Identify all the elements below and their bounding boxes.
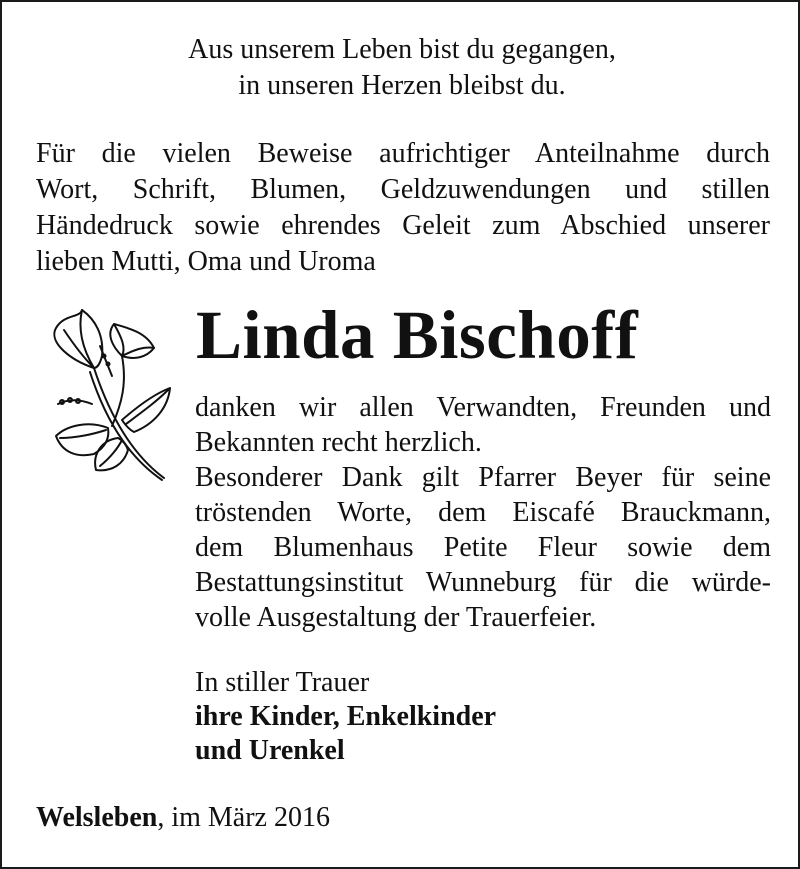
memorial-motto bbox=[2, 32, 800, 104]
thanks-line-5: dem Blumenhaus Petite Fleur sowie dem bbox=[195, 532, 771, 563]
intro-line-2: Wort, Schrift, Blumen, Geldzuwendungen und stillen bbox=[36, 174, 770, 205]
motto-line-2: in unseren Herzen bleibst du. bbox=[238, 70, 566, 101]
place-name: Welsleben bbox=[36, 802, 158, 833]
motto-line-1: Aus unserem Leben bist du gegangen, bbox=[188, 34, 616, 65]
intro-line-4: lieben Mutti, Oma und Uroma bbox=[36, 246, 376, 277]
thanks-line-1: danken wir allen Verwandten, Freunden und bbox=[195, 392, 771, 423]
thanks-line-7: volle Ausgestaltung der Trauerfeier. bbox=[195, 602, 597, 633]
thanks-text bbox=[195, 390, 771, 635]
date-text: , im März 2016 bbox=[157, 802, 330, 833]
closing-signature bbox=[195, 666, 755, 768]
mourning-phrase: In stiller Trauer bbox=[195, 667, 370, 698]
thanks-line-2: Bekannten recht herzlich. bbox=[195, 427, 482, 458]
intro-line-1: Für die vielen Beweise aufrichtiger Anteilnahme durch bbox=[36, 138, 770, 169]
family-line-2: und Urenkel bbox=[195, 735, 345, 766]
calla-lily-icon bbox=[42, 308, 172, 488]
thanks-line-3: Besonderer Dank gilt Pfarrer Beyer für seine bbox=[195, 462, 771, 493]
family-line-1: ihre Kinder, Enkelkinder bbox=[195, 701, 497, 732]
thanks-line-4: tröstenden Worte, dem Eiscafé Brauckmann, bbox=[195, 497, 771, 528]
thanks-line-6: Bestattungsinstitut Wunneburg für die würde- bbox=[195, 567, 771, 598]
place-date-line bbox=[36, 800, 736, 836]
thanks-intro bbox=[36, 136, 770, 280]
deceased-name: Linda Bischoff bbox=[196, 297, 639, 373]
intro-line-3: Händedruck sowie ehrendes Geleit zum Abschied unserer bbox=[36, 210, 770, 241]
